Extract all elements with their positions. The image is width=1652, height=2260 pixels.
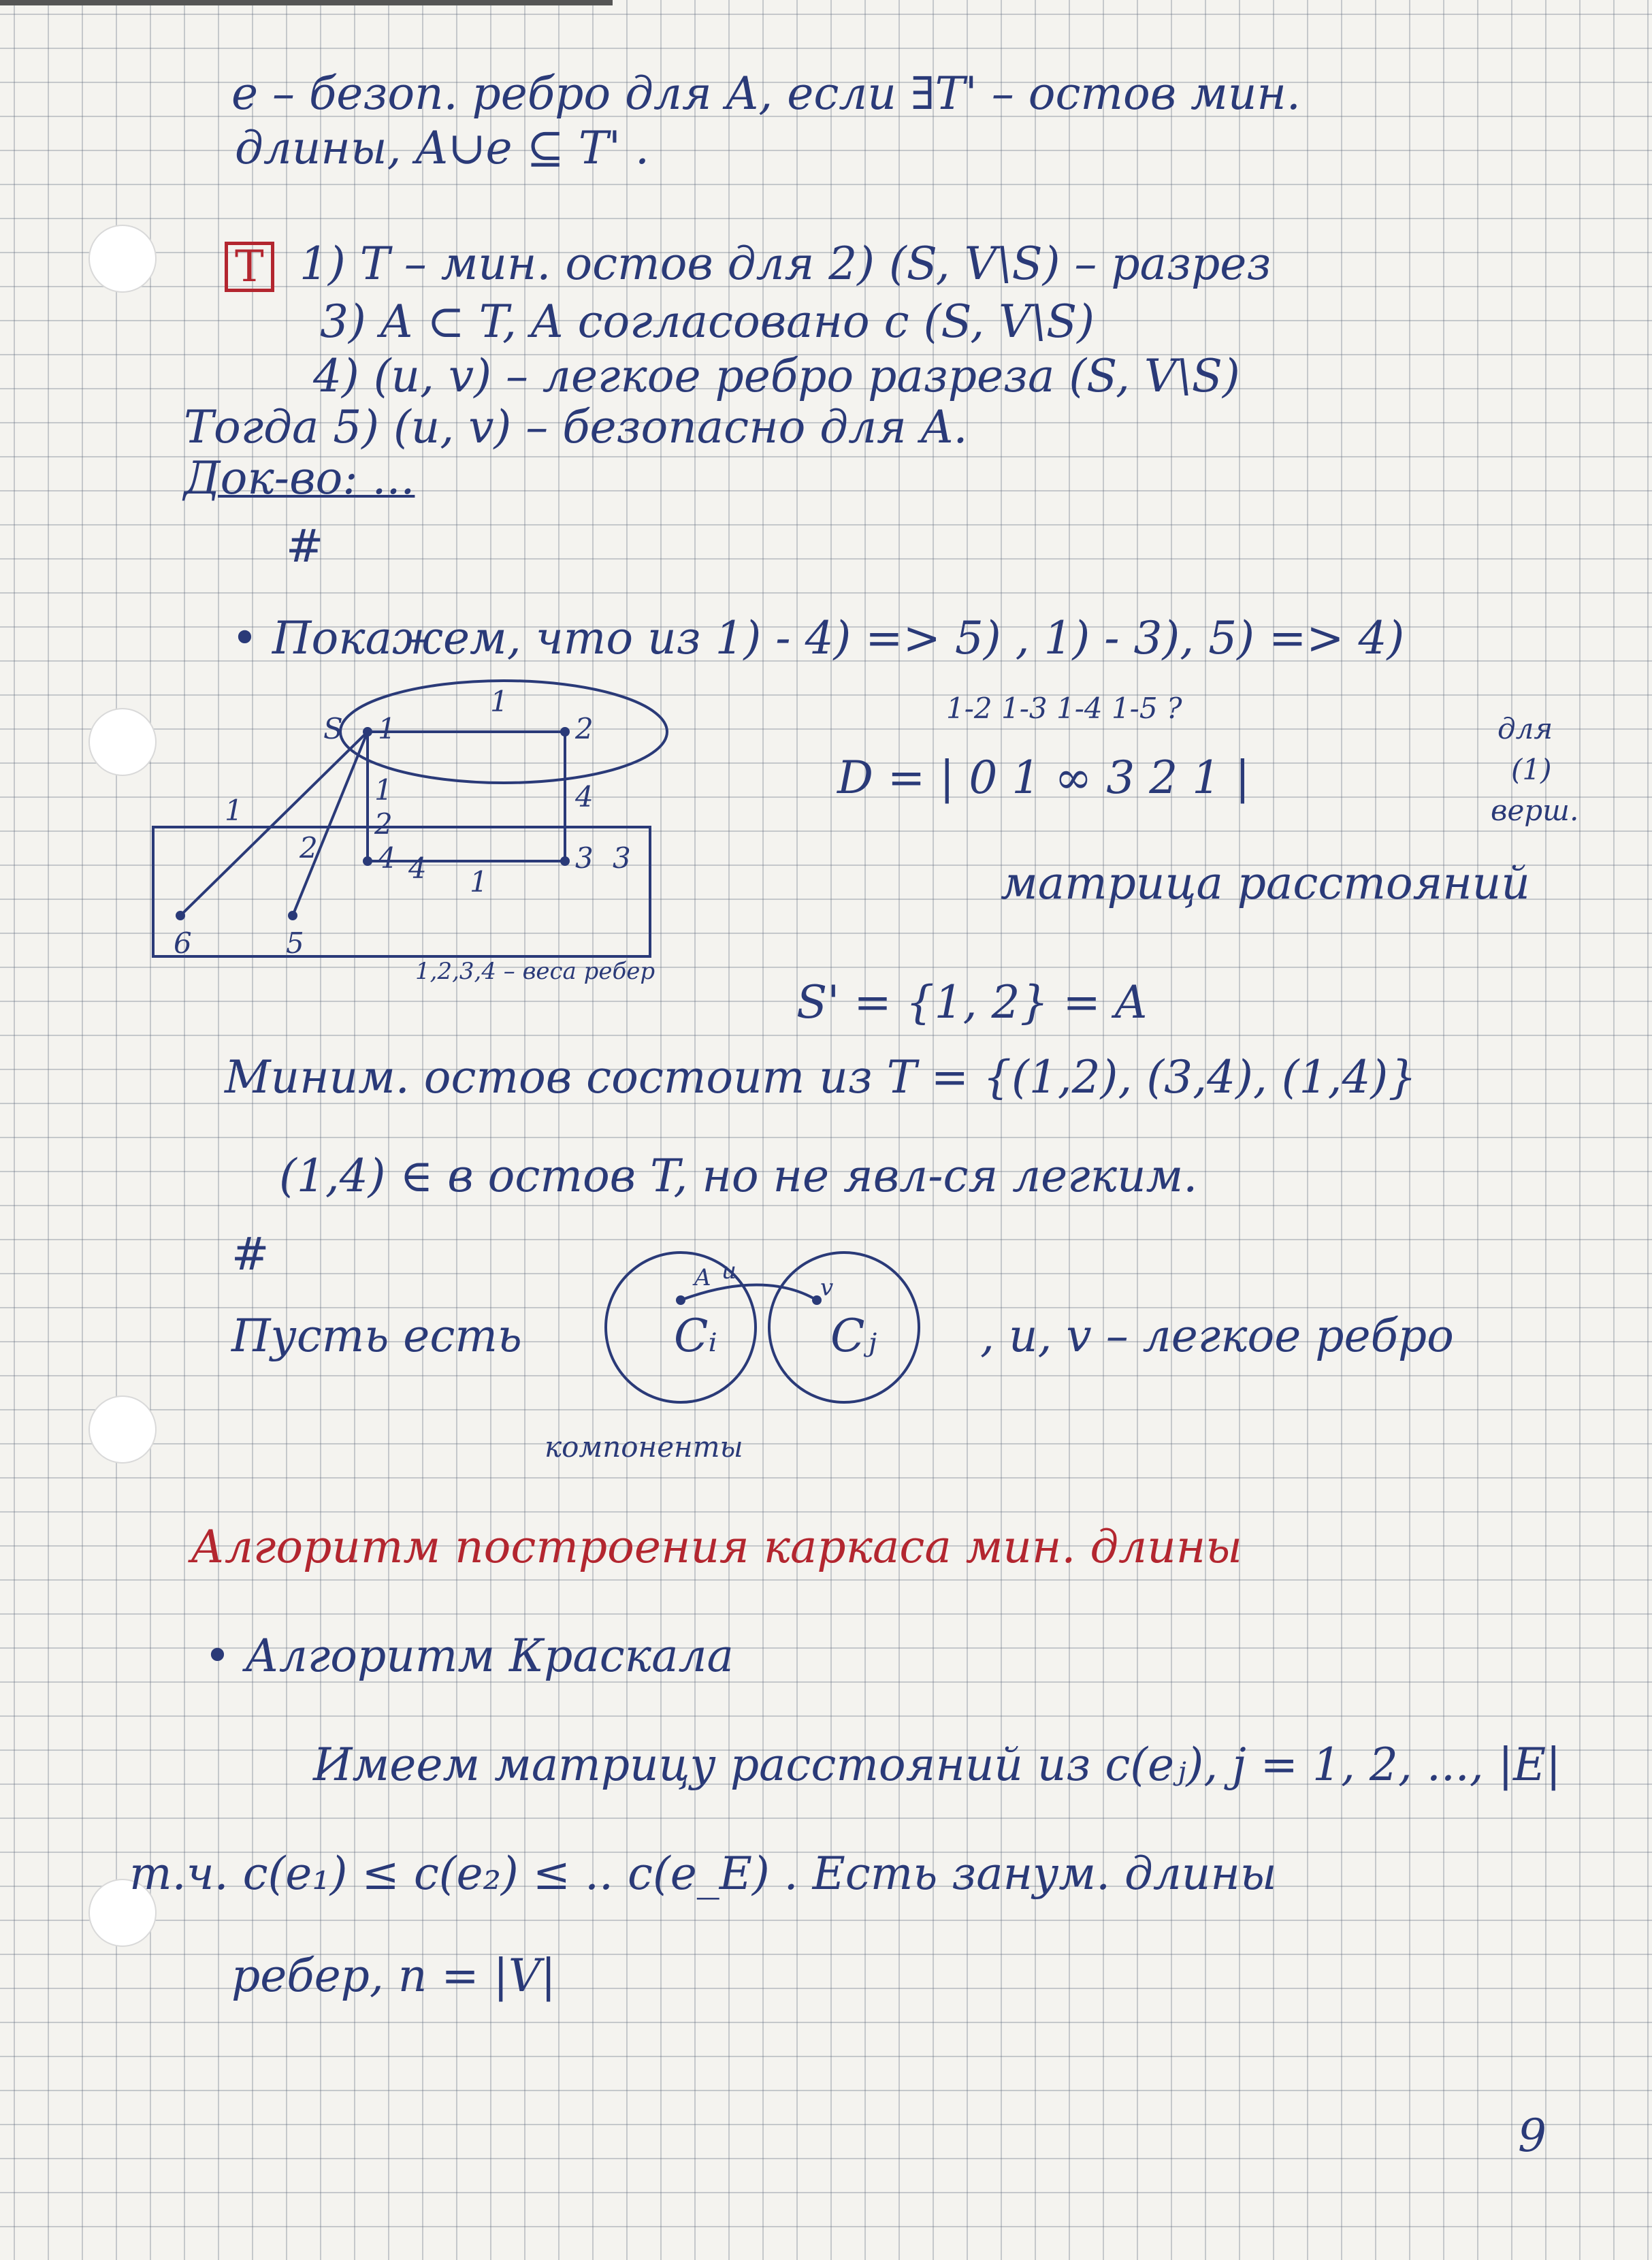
edge-weight-label: 1 (490, 685, 508, 718)
not-light-line: (1,4) ∈ в остов T, но не явл-ся легким. (279, 1150, 1198, 1202)
kruskal-heading: • Алгоритм Краскала (204, 1630, 734, 1682)
edge-weight-label: 1 (374, 773, 393, 807)
vertex-label-3: 3 (575, 841, 594, 875)
component-left-sub: A (694, 1264, 711, 1291)
diagram-caption: 1,2,3,4 – веса ребер (415, 958, 655, 985)
set-equation: S' = {1, 2} = A (796, 976, 1148, 1029)
kruskal-line-1: Имеем матрицу расстояний из c(eⱼ), j = 1, 2, ..., |E| (313, 1739, 1561, 1791)
hash-mark-2: # (231, 1228, 270, 1280)
vertex-label-1: 1 (378, 712, 396, 745)
show-line: • Покажем, что из 1) - 4) => 5) , 1) - 3), 5) => 4) (231, 612, 1405, 664)
kruskal-line-3: ребер, n = |V| (231, 1950, 556, 2002)
components-label: компоненты (545, 1430, 743, 1464)
algorithm-heading: Алгоритм построения каркаса мин. длины (191, 1521, 1242, 1573)
matrix-header: 1-2 1-3 1-4 1-5 ? (946, 692, 1182, 725)
edge-1-5 (293, 732, 368, 916)
theorem-line-4: Тогда 5) (u, v) – безопасно для A. (184, 401, 968, 453)
component-left-label: Cᵢ (674, 1310, 717, 1362)
component-right-label: Cⱼ (830, 1310, 877, 1362)
theorem-line-1: 1) T – мин. остов для 2) (S, V\S) – разрез (299, 238, 1272, 290)
suppose-line-start: Пусть есть (231, 1310, 522, 1362)
min-spanning-tree-line: Миним. остов состоит из T = {(1,2), (3,4), (1,4)} (225, 1051, 1417, 1103)
vertex-label-2: 2 (575, 712, 594, 745)
theorem-marker: T (225, 242, 274, 292)
vertex-label-4: 4 (378, 841, 396, 875)
edge-weight-label: 1 (225, 794, 243, 827)
matrix-note-vertex: верш. (1491, 794, 1579, 827)
theorem-line-2: 3) A ⊂ T, A согласовано с (S, V\S) (320, 295, 1095, 348)
edge-weight-label: 2 (299, 831, 318, 865)
vertex-label-6: 6 (174, 926, 192, 960)
definition-line-2: длины, A∪e ⊆ T' . (235, 122, 649, 174)
matrix-note-for: для (1497, 712, 1553, 745)
matrix-row: D = | 0 1 ∞ 3 2 1 | (837, 752, 1250, 804)
suppose-line-end: , u, v – легкое ребро (980, 1310, 1454, 1362)
edge-weight-label: 1 (470, 865, 488, 899)
edge-weight-label: 4 (408, 852, 427, 885)
theorem-line-3: 4) (u, v) – легкое ребро разреза (S, V\S) (313, 350, 1240, 402)
endpoint-v-label: v (820, 1274, 834, 1302)
kruskal-line-2: т.ч. c(e₁) ≤ c(e₂) ≤ .. c(e_E) . Есть занум. длины (129, 1847, 1277, 1900)
hash-mark: # (286, 520, 324, 572)
matrix-caption: матрица расстояний (1001, 857, 1530, 909)
matrix-note-vertex-number: (1) (1511, 753, 1552, 786)
definition-line-1: e – безоп. ребро для A, если ∃T' – остов мин. (231, 67, 1301, 120)
endpoint-u-label: u (722, 1257, 736, 1285)
edge-1-6 (180, 732, 368, 916)
proof-heading: Док-во: ... (184, 452, 415, 504)
vertex-label-5: 5 (286, 926, 304, 960)
page-number: 9 (1518, 2110, 1546, 2162)
edge-weight-label: 2 (374, 807, 393, 841)
edge-weight-label: 4 (575, 780, 594, 813)
vertex-label-s: S (323, 712, 343, 745)
edge-weight-label: 3 (613, 841, 631, 875)
